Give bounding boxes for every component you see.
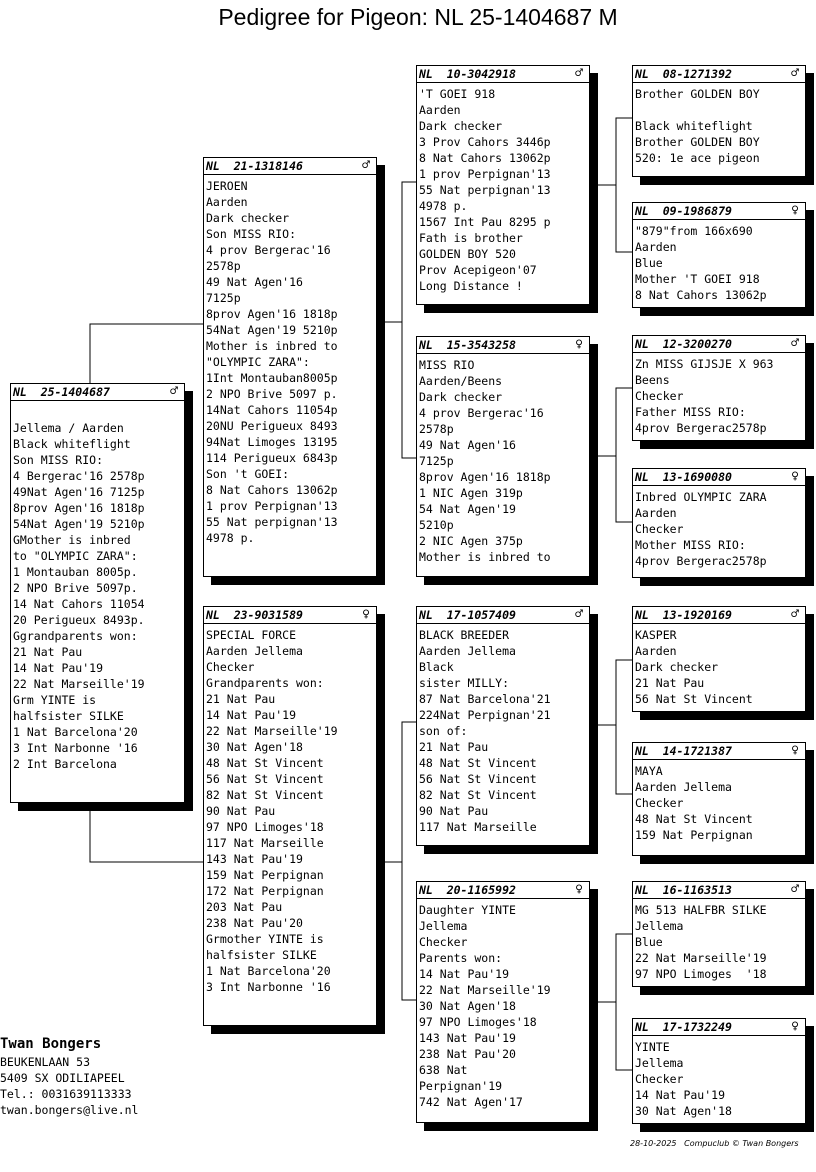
detail-line: 49Nat Agen'16 7125p (13, 485, 145, 499)
pigeon-card-sds (632, 335, 806, 441)
pigeon-card-sss (632, 65, 806, 177)
pigeon-details (417, 83, 589, 294)
detail-line: 1 prov Perpignan'13 (419, 167, 551, 181)
detail-line: 2578p (419, 422, 454, 436)
detail-line (13, 404, 182, 420)
detail-line: 56 Nat St Vincent (419, 772, 537, 786)
owner-city: 5409 SX ODILIAPEEL (0, 1071, 125, 1085)
female-icon: ♀ (575, 337, 583, 352)
female-icon: ♀ (575, 882, 583, 897)
detail-line: Perpignan'19 (419, 1079, 503, 1093)
detail-line: Beens (635, 373, 670, 387)
pigeon-details (633, 1036, 805, 1119)
detail-line: Daughter YINTE (419, 903, 516, 917)
detail-line: 56 Nat St Vincent (206, 772, 324, 786)
detail-line: 97 NPO Limoges'18 (419, 1015, 537, 1029)
detail-line: 82 Nat St Vincent (206, 788, 324, 802)
pigeon-details (633, 220, 805, 303)
pigeon-details (417, 899, 589, 1110)
detail-line: 2578p (206, 259, 241, 273)
ring-number (417, 337, 589, 354)
detail-line: Inbred OLYMPIC ZARA (635, 490, 767, 504)
ring-number-text: NL 13-1920169 (635, 608, 732, 622)
detail-line: Aarden (635, 644, 677, 658)
pigeon-card-ddd (632, 1018, 806, 1124)
detail-line: 22 Nat Marseille'19 (206, 724, 338, 738)
detail-line: 143 Nat Pau'19 (419, 1031, 516, 1045)
detail-line: Checker (206, 660, 255, 674)
ring-number-text: NL 14-1721387 (635, 744, 732, 758)
ring-number (417, 882, 589, 899)
detail-line: 30 Nat Agen'18 (419, 999, 516, 1013)
detail-line: Checker (635, 796, 684, 810)
detail-line: 4prov Bergerac2578p (635, 554, 767, 568)
detail-line: 'T GOEI 918 (419, 87, 496, 101)
detail-line: 97 NPO Limoges '18 (635, 967, 767, 981)
detail-line: 1 prov Perpignan'13 (206, 499, 338, 513)
detail-line: 2 Int Barcelona (13, 757, 117, 771)
detail-line: 4978 p. (419, 199, 468, 213)
detail-line: 54 Nat Agen'19 (419, 502, 516, 516)
detail-line: 4 prov Bergerac'16 (206, 243, 331, 257)
detail-line: Dark checker (635, 660, 719, 674)
detail-line: BLACK BREEDER (419, 628, 510, 642)
pigeon-details (633, 760, 805, 843)
detail-line: Checker (635, 389, 684, 403)
ring-number (633, 336, 805, 353)
detail-line: 4prov Bergerac2578p (635, 421, 767, 435)
ring-number (204, 607, 376, 624)
detail-line: Dark checker (419, 390, 503, 404)
pigeon-card-dss (632, 606, 806, 712)
detail-line: 48 Nat St Vincent (635, 812, 753, 826)
detail-line: Grandparents won: (206, 676, 324, 690)
detail-line: 14 Nat Cahors 11054 (13, 597, 145, 611)
pigeon-card-ssd (632, 202, 806, 308)
ring-number (11, 384, 184, 401)
detail-line: 3 Int Narbonne '16 (206, 980, 331, 994)
detail-line: Grm YINTE is (13, 693, 97, 707)
detail-line: 8 Nat Cahors 13062p (635, 288, 767, 302)
male-icon: ♂ (791, 882, 799, 897)
detail-line: Long Distance ! (419, 279, 523, 293)
detail-line: 4 Bergerac'16 2578p (13, 469, 145, 483)
detail-line: 87 Nat Barcelona'21 (419, 692, 551, 706)
detail-line: 1 Nat Barcelona'20 (13, 725, 138, 739)
ring-number-text: NL 17-1732249 (635, 1020, 732, 1034)
detail-line: 14 Nat Pau'19 (419, 967, 510, 981)
detail-line: 49 Nat Agen'16 (419, 438, 516, 452)
detail-line: 159 Nat Perpignan (206, 868, 324, 882)
ring-number (633, 882, 805, 899)
owner-address: BEUKENLAAN 53 (0, 1055, 91, 1069)
detail-line: Brother GOLDEN BOY (635, 135, 760, 149)
detail-line: 14 Nat Pau'19 (635, 1088, 726, 1102)
detail-line: 8 Nat Cahors 13062p (419, 151, 551, 165)
pigeon-card-dam-dam (416, 881, 590, 1123)
ring-number (633, 1019, 805, 1036)
detail-line: 21 Nat Pau (419, 740, 489, 754)
detail-line: 1Int Montauban8005p (206, 371, 338, 385)
detail-line: Jellema (635, 919, 684, 933)
detail-line: Checker (635, 1072, 684, 1086)
detail-line: 117 Nat Marseille (419, 820, 537, 834)
footer-credit: 28-10-2025 Compuclub © Twan Bongers (630, 1139, 799, 1148)
detail-line: Checker (635, 522, 684, 536)
detail-line: 90 Nat Pau (206, 804, 276, 818)
male-icon: ♂ (791, 66, 799, 81)
ring-number-text: NL 16-1163513 (635, 883, 732, 897)
pigeon-details (633, 486, 805, 569)
detail-line: 30 Nat Agen'18 (206, 740, 303, 754)
pigeon-details (417, 354, 589, 565)
detail-line: JEROEN (206, 179, 248, 193)
detail-line: Checker (419, 935, 468, 949)
ring-number-text: NL 15-3543258 (419, 338, 516, 352)
detail-line: 20 Perigueux 8493p. (13, 613, 145, 627)
ring-number-text: NL 10-3042918 (419, 67, 516, 81)
detail-line: KASPER (635, 628, 677, 642)
detail-line: Parents won: (419, 951, 503, 965)
detail-line: 22 Nat Marseille'19 (13, 677, 145, 691)
detail-line: to "OLYMPIC ZARA": (13, 549, 138, 563)
detail-line: 14Nat Cahors 11054p (206, 403, 338, 417)
ring-number-text: NL 23-9031589 (206, 608, 303, 622)
detail-line: 2 NPO Brive 5097p. (13, 581, 138, 595)
detail-line: Aarden Jellema (635, 780, 732, 794)
detail-line: Blue (635, 935, 663, 949)
detail-line: 117 Nat Marseille (206, 836, 324, 850)
detail-line: Son 't GOEI: (206, 467, 290, 481)
detail-line: Blue (635, 256, 663, 270)
detail-line: 8prov Agen'16 1818p (13, 501, 145, 515)
detail-line: 172 Nat Perpignan (206, 884, 324, 898)
detail-line: 21 Nat Pau (13, 645, 83, 659)
detail-line: Aarden (635, 240, 677, 254)
pigeon-card-dam (203, 606, 377, 1026)
page-title: Pedigree for Pigeon: NL 25-1404687 M (218, 4, 618, 30)
pigeon-card-subject (10, 383, 185, 803)
detail-line: Son MISS RIO: (206, 227, 297, 241)
detail-line: "OLYMPIC ZARA": (206, 355, 310, 369)
detail-line: SPECIAL FORCE (206, 628, 297, 642)
detail-line: 20NU Perigueux 8493 (206, 419, 338, 433)
detail-line: 1 NIC Agen 319p (419, 486, 523, 500)
detail-line: 54Nat Agen'19 5210p (206, 323, 338, 337)
detail-line: sister MILLY: (419, 676, 510, 690)
detail-line: 55 Nat perpignan'13 (206, 515, 338, 529)
detail-line: 143 Nat Pau'19 (206, 852, 303, 866)
detail-line: 238 Nat Pau'20 (206, 916, 303, 930)
detail-line: 4 prov Bergerac'16 (419, 406, 544, 420)
ring-number-text: NL 12-3200270 (635, 337, 732, 351)
detail-line: 520: 1e ace pigeon (635, 151, 760, 165)
pigeon-card-sire-sire (416, 65, 590, 305)
owner-phone: Tel.: 0031639113333 (0, 1087, 132, 1101)
ring-number (633, 66, 805, 83)
detail-line: 94Nat Limoges 13195 (206, 435, 338, 449)
pigeon-details (633, 353, 805, 436)
detail-line: Black whiteflight (13, 437, 131, 451)
ring-number-text: NL 17-1057409 (419, 608, 516, 622)
detail-line: Black whiteflight (635, 119, 753, 133)
detail-line: Ggrandparents won: (13, 629, 138, 643)
detail-line: 2 NIC Agen 375p (419, 534, 523, 548)
detail-line: Jellema / Aarden (13, 421, 124, 435)
detail-line: 238 Nat Pau'20 (419, 1047, 516, 1061)
detail-line: Aarden (635, 506, 677, 520)
detail-line: 55 Nat perpignan'13 (419, 183, 551, 197)
detail-line: halfsister SILKE (13, 709, 124, 723)
detail-line: Aarden Jellema (206, 644, 303, 658)
pigeon-card-dds (632, 881, 806, 987)
detail-line: Mother 'T GOEI 918 (635, 272, 760, 286)
ring-number (204, 158, 376, 175)
male-icon: ♂ (170, 384, 178, 399)
detail-line: Prov Acepigeon'07 (419, 263, 537, 277)
ring-number-text: NL 13-1690080 (635, 470, 732, 484)
detail-line: Mother MISS RIO: (635, 538, 746, 552)
ring-number (633, 203, 805, 220)
detail-line: 14 Nat Pau'19 (13, 661, 104, 675)
detail-line: Aarden (419, 103, 461, 117)
female-icon: ♀ (791, 1019, 799, 1034)
detail-line: 2 NPO Brive 5097 p. (206, 387, 338, 401)
detail-line: 14 Nat Pau'19 (206, 708, 297, 722)
detail-line: MISS RIO (419, 358, 475, 372)
detail-line: 48 Nat St Vincent (206, 756, 324, 770)
female-icon: ♀ (362, 607, 370, 622)
detail-line: Zn MISS GIJSJE X 963 (635, 357, 774, 371)
pigeon-details (417, 624, 589, 835)
detail-line: 742 Nat Agen'17 (419, 1095, 523, 1109)
detail-line: Aarden (206, 195, 248, 209)
detail-line: 5210p (419, 518, 454, 532)
male-icon: ♂ (362, 158, 370, 173)
owner-email: twan.bongers@live.nl (0, 1103, 139, 1117)
detail-line: MG 513 HALFBR SILKE (635, 903, 767, 917)
detail-line: 49 Nat Agen'16 (206, 275, 303, 289)
detail-line: Jellema (419, 919, 468, 933)
owner-info (0, 1034, 138, 1118)
detail-line: Aarden/Beens (419, 374, 503, 388)
detail-line: 97 NPO Limoges'18 (206, 820, 324, 834)
ring-number-text: NL 25-1404687 (13, 385, 110, 399)
owner-name: Twan Bongers (0, 1036, 102, 1052)
detail-line: 114 Perigueux 6843p (206, 451, 338, 465)
detail-line: 8 Nat Cahors 13062p (206, 483, 338, 497)
pigeon-details (633, 899, 805, 982)
detail-line: 8prov Agen'16 1818p (206, 307, 338, 321)
detail-line: Grmother YINTE is (206, 932, 324, 946)
detail-line: 7125p (419, 454, 454, 468)
detail-line: 1567 Int Pau 8295 p (419, 215, 551, 229)
ring-number-text: NL 09-1986879 (635, 204, 732, 218)
ring-number-text: NL 21-1318146 (206, 159, 303, 173)
detail-line: 82 Nat St Vincent (419, 788, 537, 802)
pigeon-details (204, 175, 376, 546)
detail-line: 1 Nat Barcelona'20 (206, 964, 331, 978)
pigeon-card-sdd (632, 468, 806, 578)
pigeon-details (204, 624, 376, 995)
detail-line: Mother is inbred to (206, 339, 338, 353)
detail-line: 48 Nat St Vincent (419, 756, 537, 770)
detail-line (635, 102, 803, 118)
detail-line: 30 Nat Agen'18 (635, 1104, 732, 1118)
detail-line: 638 Nat (419, 1063, 468, 1077)
detail-line: "879"from 166x690 (635, 224, 753, 238)
female-icon: ♀ (791, 203, 799, 218)
detail-line: Brother GOLDEN BOY (635, 87, 760, 101)
ring-number-text: NL 20-1165992 (419, 883, 516, 897)
detail-line: GMother is inbred (13, 533, 131, 547)
detail-line: 22 Nat Marseille'19 (419, 983, 551, 997)
detail-line: Jellema (635, 1056, 684, 1070)
female-icon: ♀ (791, 743, 799, 758)
detail-line: MAYA (635, 764, 663, 778)
detail-line: son of: (419, 724, 468, 738)
pigeon-card-dsd (632, 742, 806, 856)
detail-line: 4978 p. (206, 531, 255, 545)
male-icon: ♂ (791, 336, 799, 351)
detail-line: 3 Prov Cahors 3446p (419, 135, 551, 149)
detail-line: Dark checker (419, 119, 503, 133)
ring-number (633, 743, 805, 760)
pigeon-card-dam-sire (416, 606, 590, 846)
ring-number (633, 469, 805, 486)
ring-number (417, 66, 589, 83)
male-icon: ♂ (575, 607, 583, 622)
detail-line: Aarden Jellema (419, 644, 516, 658)
detail-line: Black (419, 660, 454, 674)
pigeon-card-sire-dam (416, 336, 590, 577)
ring-number (633, 607, 805, 624)
detail-line: 224Nat Perpignan'21 (419, 708, 551, 722)
detail-line: Fath is brother (419, 231, 523, 245)
ring-number-text: NL 08-1271392 (635, 67, 732, 81)
detail-line: Son MISS RIO: (13, 453, 104, 467)
detail-line: GOLDEN BOY 520 (419, 247, 516, 261)
detail-line: 56 Nat St Vincent (635, 692, 753, 706)
pigeon-details (633, 624, 805, 707)
pigeon-details (11, 401, 184, 772)
male-icon: ♂ (791, 607, 799, 622)
pigeon-card-sire (203, 157, 377, 577)
pigeon-details (633, 83, 805, 166)
detail-line: 203 Nat Pau (206, 900, 283, 914)
detail-line: 54Nat Agen'19 5210p (13, 517, 145, 531)
detail-line: 21 Nat Pau (635, 676, 705, 690)
detail-line: 1 Montauban 8005p. (13, 565, 138, 579)
detail-line: halfsister SILKE (206, 948, 317, 962)
detail-line: 7125p (206, 291, 241, 305)
detail-line: 21 Nat Pau (206, 692, 276, 706)
male-icon: ♂ (575, 66, 583, 81)
detail-line: Father MISS RIO: (635, 405, 746, 419)
detail-line: 22 Nat Marseille'19 (635, 951, 767, 965)
detail-line: 3 Int Narbonne '16 (13, 741, 138, 755)
detail-line: 8prov Agen'16 1818p (419, 470, 551, 484)
detail-line: Dark checker (206, 211, 290, 225)
detail-line: YINTE (635, 1040, 670, 1054)
female-icon: ♀ (791, 469, 799, 484)
detail-line: 159 Nat Perpignan (635, 828, 753, 842)
detail-line: Mother is inbred to (419, 550, 551, 564)
detail-line: 90 Nat Pau (419, 804, 489, 818)
ring-number (417, 607, 589, 624)
